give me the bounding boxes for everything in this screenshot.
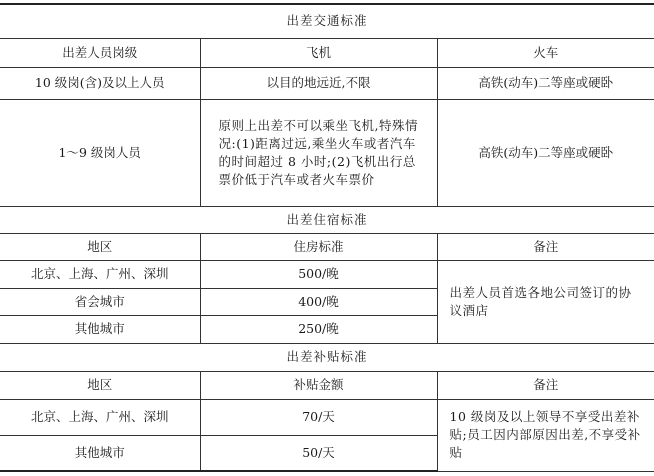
transport-plane-cell: 以目的地远近,不限 xyxy=(200,67,437,99)
transport-train-cell: 高铁(动车)二等座或硬卧 xyxy=(437,99,654,206)
transport-header-train: 火车 xyxy=(437,38,654,67)
lodging-region-cell: 其他城市 xyxy=(0,315,200,343)
allowance-amount-cell: 50/天 xyxy=(200,435,437,471)
transport-row xyxy=(0,99,654,206)
allowance-region-cell: 北京、上海、广州、深圳 xyxy=(0,399,200,435)
travel-standards-table xyxy=(0,3,654,472)
allowance-header-note: 备注 xyxy=(437,371,654,399)
lodging-standard-cell: 500/晚 xyxy=(200,260,437,288)
transport-plane-cell: 原则上出差不可以乘坐飞机,特殊情况:(1)距离过远,乘坐火车或者汽车的时间超过 8 小时;(2)飞机出行总票价低于汽车或者火车票价 xyxy=(200,99,437,206)
transport-title-row xyxy=(0,4,654,38)
allowance-region-cell: 其他城市 xyxy=(0,435,200,471)
lodging-row xyxy=(0,260,654,288)
transport-header-row xyxy=(0,38,654,67)
allowance-row xyxy=(0,399,654,435)
transport-header-plane: 飞机 xyxy=(200,38,437,67)
allowance-amount-cell: 70/天 xyxy=(200,399,437,435)
lodging-title-row xyxy=(0,206,654,233)
lodging-header-note: 备注 xyxy=(437,233,654,260)
allowance-title-row xyxy=(0,343,654,371)
lodging-header-row xyxy=(0,233,654,260)
transport-level-cell: 1～9 级岗人员 xyxy=(0,99,200,206)
transport-title: 出差交通标准 xyxy=(0,4,654,38)
transport-row xyxy=(0,67,654,99)
transport-header-level: 出差人员岗级 xyxy=(0,38,200,67)
lodging-standard-cell: 250/晚 xyxy=(200,315,437,343)
transport-train-cell: 高铁(动车)二等座或硬卧 xyxy=(437,67,654,99)
allowance-title: 出差补贴标准 xyxy=(0,343,654,371)
lodging-region-cell: 省会城市 xyxy=(0,288,200,315)
allowance-note-cell: 10 级岗及以上领导不享受出差补贴;员工因内部原因出差,不享受补贴 xyxy=(437,399,654,471)
allowance-header-amount: 补贴金额 xyxy=(200,371,437,399)
allowance-header-row xyxy=(0,371,654,399)
transport-level-cell: 10 级岗(含)及以上人员 xyxy=(0,67,200,99)
allowance-header-region: 地区 xyxy=(0,371,200,399)
lodging-header-standard: 住房标准 xyxy=(200,233,437,260)
lodging-region-cell: 北京、上海、广州、深圳 xyxy=(0,260,200,288)
lodging-title: 出差住宿标准 xyxy=(0,206,654,233)
lodging-note-cell: 出差人员首选各地公司签订的协议酒店 xyxy=(437,260,654,343)
lodging-standard-cell: 400/晚 xyxy=(200,288,437,315)
lodging-header-region: 地区 xyxy=(0,233,200,260)
